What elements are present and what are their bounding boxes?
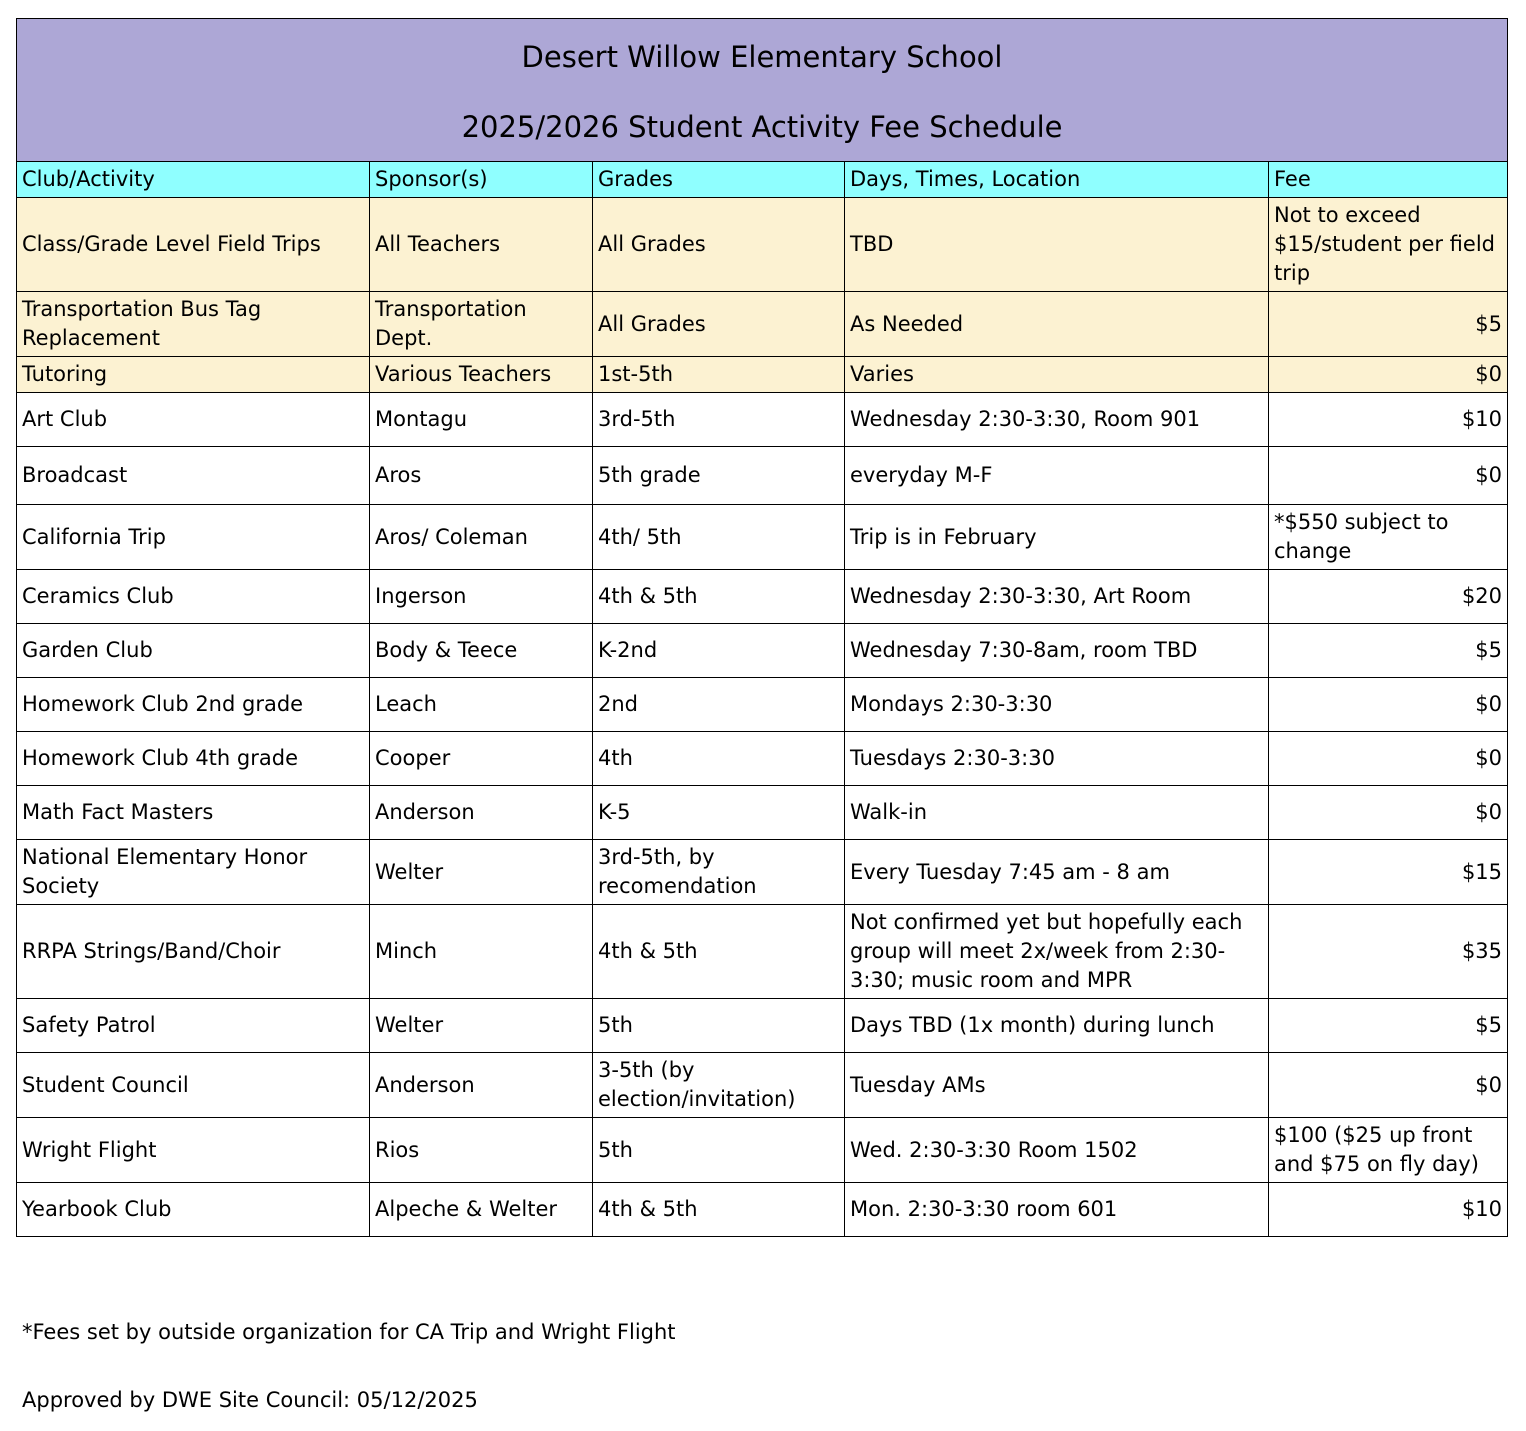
cell-fee: $5 — [1269, 624, 1508, 678]
table-row — [17, 1118, 1508, 1183]
header-sponsor: Sponsor(s) — [370, 162, 593, 198]
cell-grades: 1st-5th — [593, 357, 845, 393]
cell-sponsor: Rios — [370, 1118, 593, 1183]
approval-note: Approved by DWE Site Council: 05/12/2025 — [22, 1388, 478, 1412]
cell-fee: $5 — [1269, 999, 1508, 1053]
table-row — [17, 570, 1508, 624]
header-schedule: Days, Times, Location — [845, 162, 1269, 198]
cell-sponsor: Aros — [370, 447, 593, 505]
cell-activity: Art Club — [17, 393, 370, 447]
cell-schedule: Mondays 2:30-3:30 — [845, 678, 1269, 732]
cell-schedule: Days TBD (1x month) during lunch — [845, 999, 1269, 1053]
cell-fee: $15 — [1269, 840, 1508, 905]
cell-fee: $100 ($25 up front and $75 on fly day) — [1269, 1118, 1508, 1183]
cell-activity: RRPA Strings/Band/Choir — [17, 905, 370, 999]
cell-fee: $5 — [1269, 292, 1508, 357]
cell-sponsor: Anderson — [370, 1053, 593, 1118]
cell-grades: 2nd — [593, 678, 845, 732]
cell-activity: Broadcast — [17, 447, 370, 505]
header-row — [17, 162, 1508, 198]
table-row — [17, 999, 1508, 1053]
cell-sponsor: Cooper — [370, 732, 593, 786]
cell-sponsor: Alpeche & Welter — [370, 1183, 593, 1237]
cell-activity: Transportation Bus Tag Replacement — [17, 292, 370, 357]
cell-sponsor: Body & Teece — [370, 624, 593, 678]
cell-activity: Homework Club 2nd grade — [17, 678, 370, 732]
cell-sponsor: Various Teachers — [370, 357, 593, 393]
cell-grades: 3rd-5th — [593, 393, 845, 447]
cell-grades: 4th & 5th — [593, 1183, 845, 1237]
table-row — [17, 357, 1508, 393]
header-grades: Grades — [593, 162, 845, 198]
cell-fee: *$550 subject to change — [1269, 505, 1508, 570]
table-row — [17, 393, 1508, 447]
cell-activity: Student Council — [17, 1053, 370, 1118]
cell-activity: California Trip — [17, 505, 370, 570]
cell-grades: 5th — [593, 999, 845, 1053]
cell-grades: 5th — [593, 1118, 845, 1183]
cell-grades: 4th & 5th — [593, 570, 845, 624]
cell-schedule: Tuesday AMs — [845, 1053, 1269, 1118]
cell-sponsor: Ingerson — [370, 570, 593, 624]
title-row — [17, 19, 1508, 162]
cell-fee: $10 — [1269, 1183, 1508, 1237]
table-row — [17, 1053, 1508, 1118]
table-row — [17, 198, 1508, 292]
cell-grades: All Grades — [593, 292, 845, 357]
cell-activity: Math Fact Masters — [17, 786, 370, 840]
cell-grades: 4th — [593, 732, 845, 786]
cell-fee: $20 — [1269, 570, 1508, 624]
cell-schedule: Wednesday 2:30-3:30, Art Room — [845, 570, 1269, 624]
cell-activity: National Elementary Honor Society — [17, 840, 370, 905]
cell-sponsor: All Teachers — [370, 198, 593, 292]
cell-sponsor: Welter — [370, 840, 593, 905]
cell-fee: $0 — [1269, 1053, 1508, 1118]
cell-grades: All Grades — [593, 198, 845, 292]
fee-schedule-sheet — [16, 18, 1507, 1237]
cell-fee: $0 — [1269, 678, 1508, 732]
cell-fee: $10 — [1269, 393, 1508, 447]
cell-schedule: As Needed — [845, 292, 1269, 357]
cell-sponsor: Minch — [370, 905, 593, 999]
fee-schedule-table — [16, 18, 1508, 1237]
title-cell — [17, 19, 1508, 162]
cell-schedule: Tuesdays 2:30-3:30 — [845, 732, 1269, 786]
table-row — [17, 447, 1508, 505]
cell-grades: 5th grade — [593, 447, 845, 505]
cell-schedule: Walk-in — [845, 786, 1269, 840]
table-row — [17, 1183, 1508, 1237]
cell-fee: $0 — [1269, 357, 1508, 393]
cell-schedule: Wednesday 7:30-8am, room TBD — [845, 624, 1269, 678]
cell-activity: Garden Club — [17, 624, 370, 678]
table-row — [17, 624, 1508, 678]
school-name: Desert Willow Elementary School — [521, 40, 1003, 74]
cell-schedule: Varies — [845, 357, 1269, 393]
cell-schedule: Wednesday 2:30-3:30, Room 901 — [845, 393, 1269, 447]
header-activity: Club/Activity — [17, 162, 370, 198]
cell-schedule: Every Tuesday 7:45 am - 8 am — [845, 840, 1269, 905]
cell-grades: K-2nd — [593, 624, 845, 678]
cell-activity: Tutoring — [17, 357, 370, 393]
cell-grades: K-5 — [593, 786, 845, 840]
header-fee: Fee — [1269, 162, 1508, 198]
table-row — [17, 786, 1508, 840]
cell-fee: $0 — [1269, 732, 1508, 786]
cell-schedule: TBD — [845, 198, 1269, 292]
schedule-title: 2025/2026 Student Activity Fee Schedule — [461, 110, 1063, 144]
cell-sponsor: Leach — [370, 678, 593, 732]
table-row — [17, 292, 1508, 357]
cell-activity: Homework Club 4th grade — [17, 732, 370, 786]
cell-activity: Safety Patrol — [17, 999, 370, 1053]
table-row — [17, 840, 1508, 905]
cell-sponsor: Montagu — [370, 393, 593, 447]
cell-fee: $0 — [1269, 786, 1508, 840]
cell-sponsor: Aros/ Coleman — [370, 505, 593, 570]
cell-schedule: Not confirmed yet but hopefully each group will meet 2x/week from 2:30-3:30; music room and MPR — [845, 905, 1269, 999]
cell-schedule: Trip is in February — [845, 505, 1269, 570]
cell-activity: Class/Grade Level Field Trips — [17, 198, 370, 292]
table-row — [17, 678, 1508, 732]
table-row — [17, 732, 1508, 786]
table-row — [17, 905, 1508, 999]
cell-activity: Ceramics Club — [17, 570, 370, 624]
fee-footnote: *Fees set by outside organization for CA Trip and Wright Flight — [22, 1320, 676, 1344]
cell-schedule: everyday M-F — [845, 447, 1269, 505]
cell-sponsor: Anderson — [370, 786, 593, 840]
cell-sponsor: Transportation Dept. — [370, 292, 593, 357]
cell-grades: 3rd-5th, by recomendation — [593, 840, 845, 905]
cell-grades: 4th/ 5th — [593, 505, 845, 570]
cell-sponsor: Welter — [370, 999, 593, 1053]
cell-schedule: Mon. 2:30-3:30 room 601 — [845, 1183, 1269, 1237]
table-row — [17, 505, 1508, 570]
cell-grades: 4th & 5th — [593, 905, 845, 999]
cell-activity: Yearbook Club — [17, 1183, 370, 1237]
cell-grades: 3-5th (by election/invitation) — [593, 1053, 845, 1118]
cell-fee: $35 — [1269, 905, 1508, 999]
cell-schedule: Wed. 2:30-3:30 Room 1502 — [845, 1118, 1269, 1183]
cell-fee: $0 — [1269, 447, 1508, 505]
cell-activity: Wright Flight — [17, 1118, 370, 1183]
cell-fee: Not to exceed $15/student per field trip — [1269, 198, 1508, 292]
